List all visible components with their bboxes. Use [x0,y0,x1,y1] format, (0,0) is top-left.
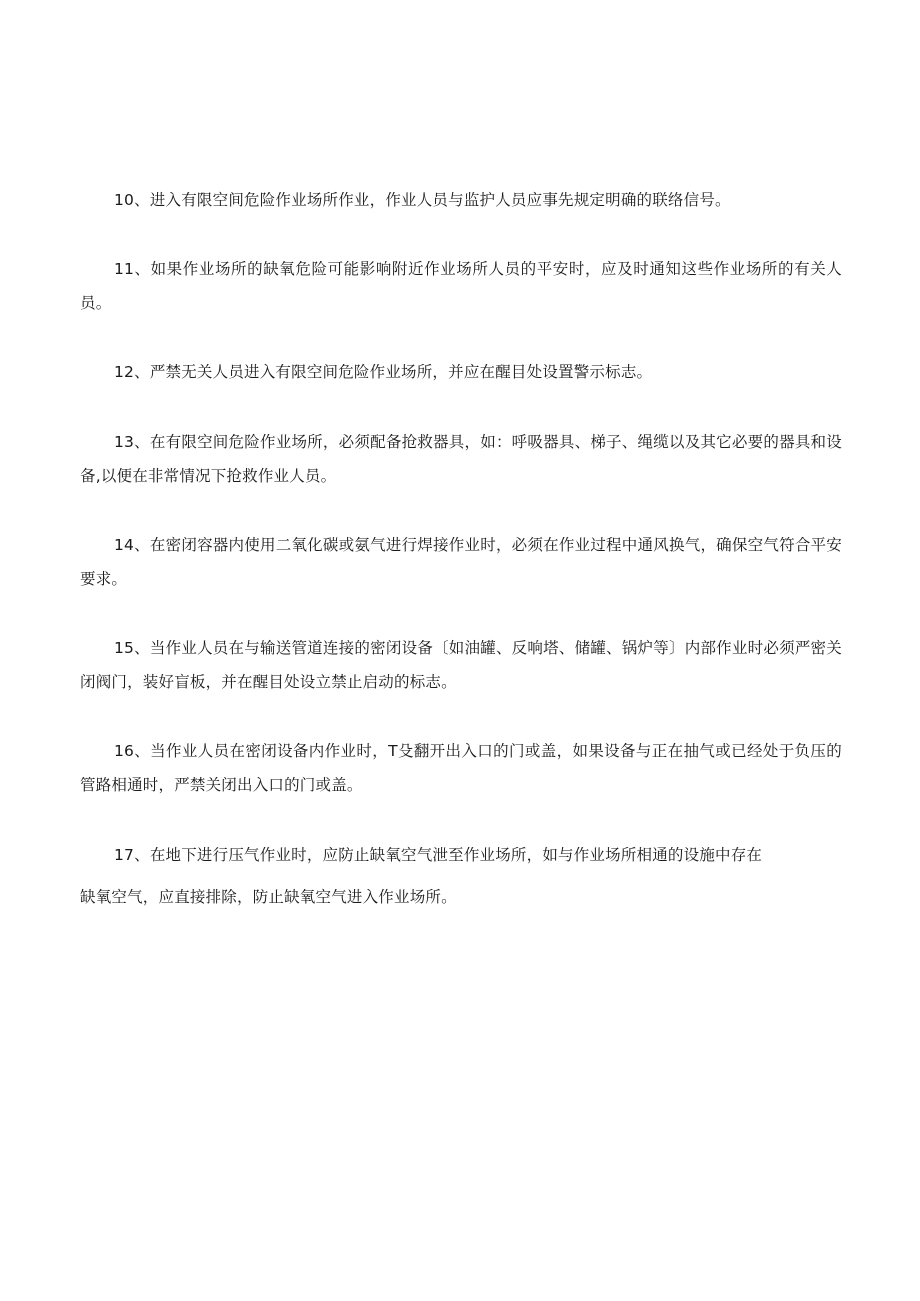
paragraph-item-14: 14、在密闭容器内使用二氧化碳或氨气进行焊接作业时，必须在作业过程中通风换气，确保空气符合平安要求。 [80,536,842,588]
paragraph-item-15: 15、当作业人员在与输送管道连接的密闭设备〔如油罐、反响塔、储罐、锅炉等〕内部作业时必须严密关闭阀门，装好盲板，并在醒目处设立禁止启动的标志。 [80,639,842,691]
paragraph-item-11: 11、如果作业场所的缺氧危险可能影响附近作业场所人员的平安时，应及时通知这些作业场所的有关人员。 [80,260,842,312]
paragraph-item-13: 13、在有限空间危险作业场所，必须配备抢救器具，如：呼吸器具、梯子、绳缆以及其它必要的器具和设备,以便在非常情况下抢救作业人员。 [80,433,842,485]
paragraph-item-12: 12、严禁无关人员进入有限空间危险作业场所，并应在醒目处设置警示标志。 [114,363,653,381]
paragraph-item-17-line-1: 17、在地下进行压气作业时，应防止缺氧空气泄至作业场所，如与作业场所相通的设施中存在 [114,846,763,864]
paragraph-item-17-line-2: 缺氧空气，应直接排除，防止缺氧空气进入作业场所。 [80,888,457,906]
paragraph-item-10: 10、进入有限空间危险作业场所作业，作业人员与监护人员应事先规定明确的联络信号。 [114,191,731,209]
paragraph-item-16: 16、当作业人员在密闭设备内作业时，T殳翻开出入口的门或盖，如果设备与正在抽气或已经处于负压的管路相通时，严禁关闭出入口的门或盖。 [80,742,842,794]
